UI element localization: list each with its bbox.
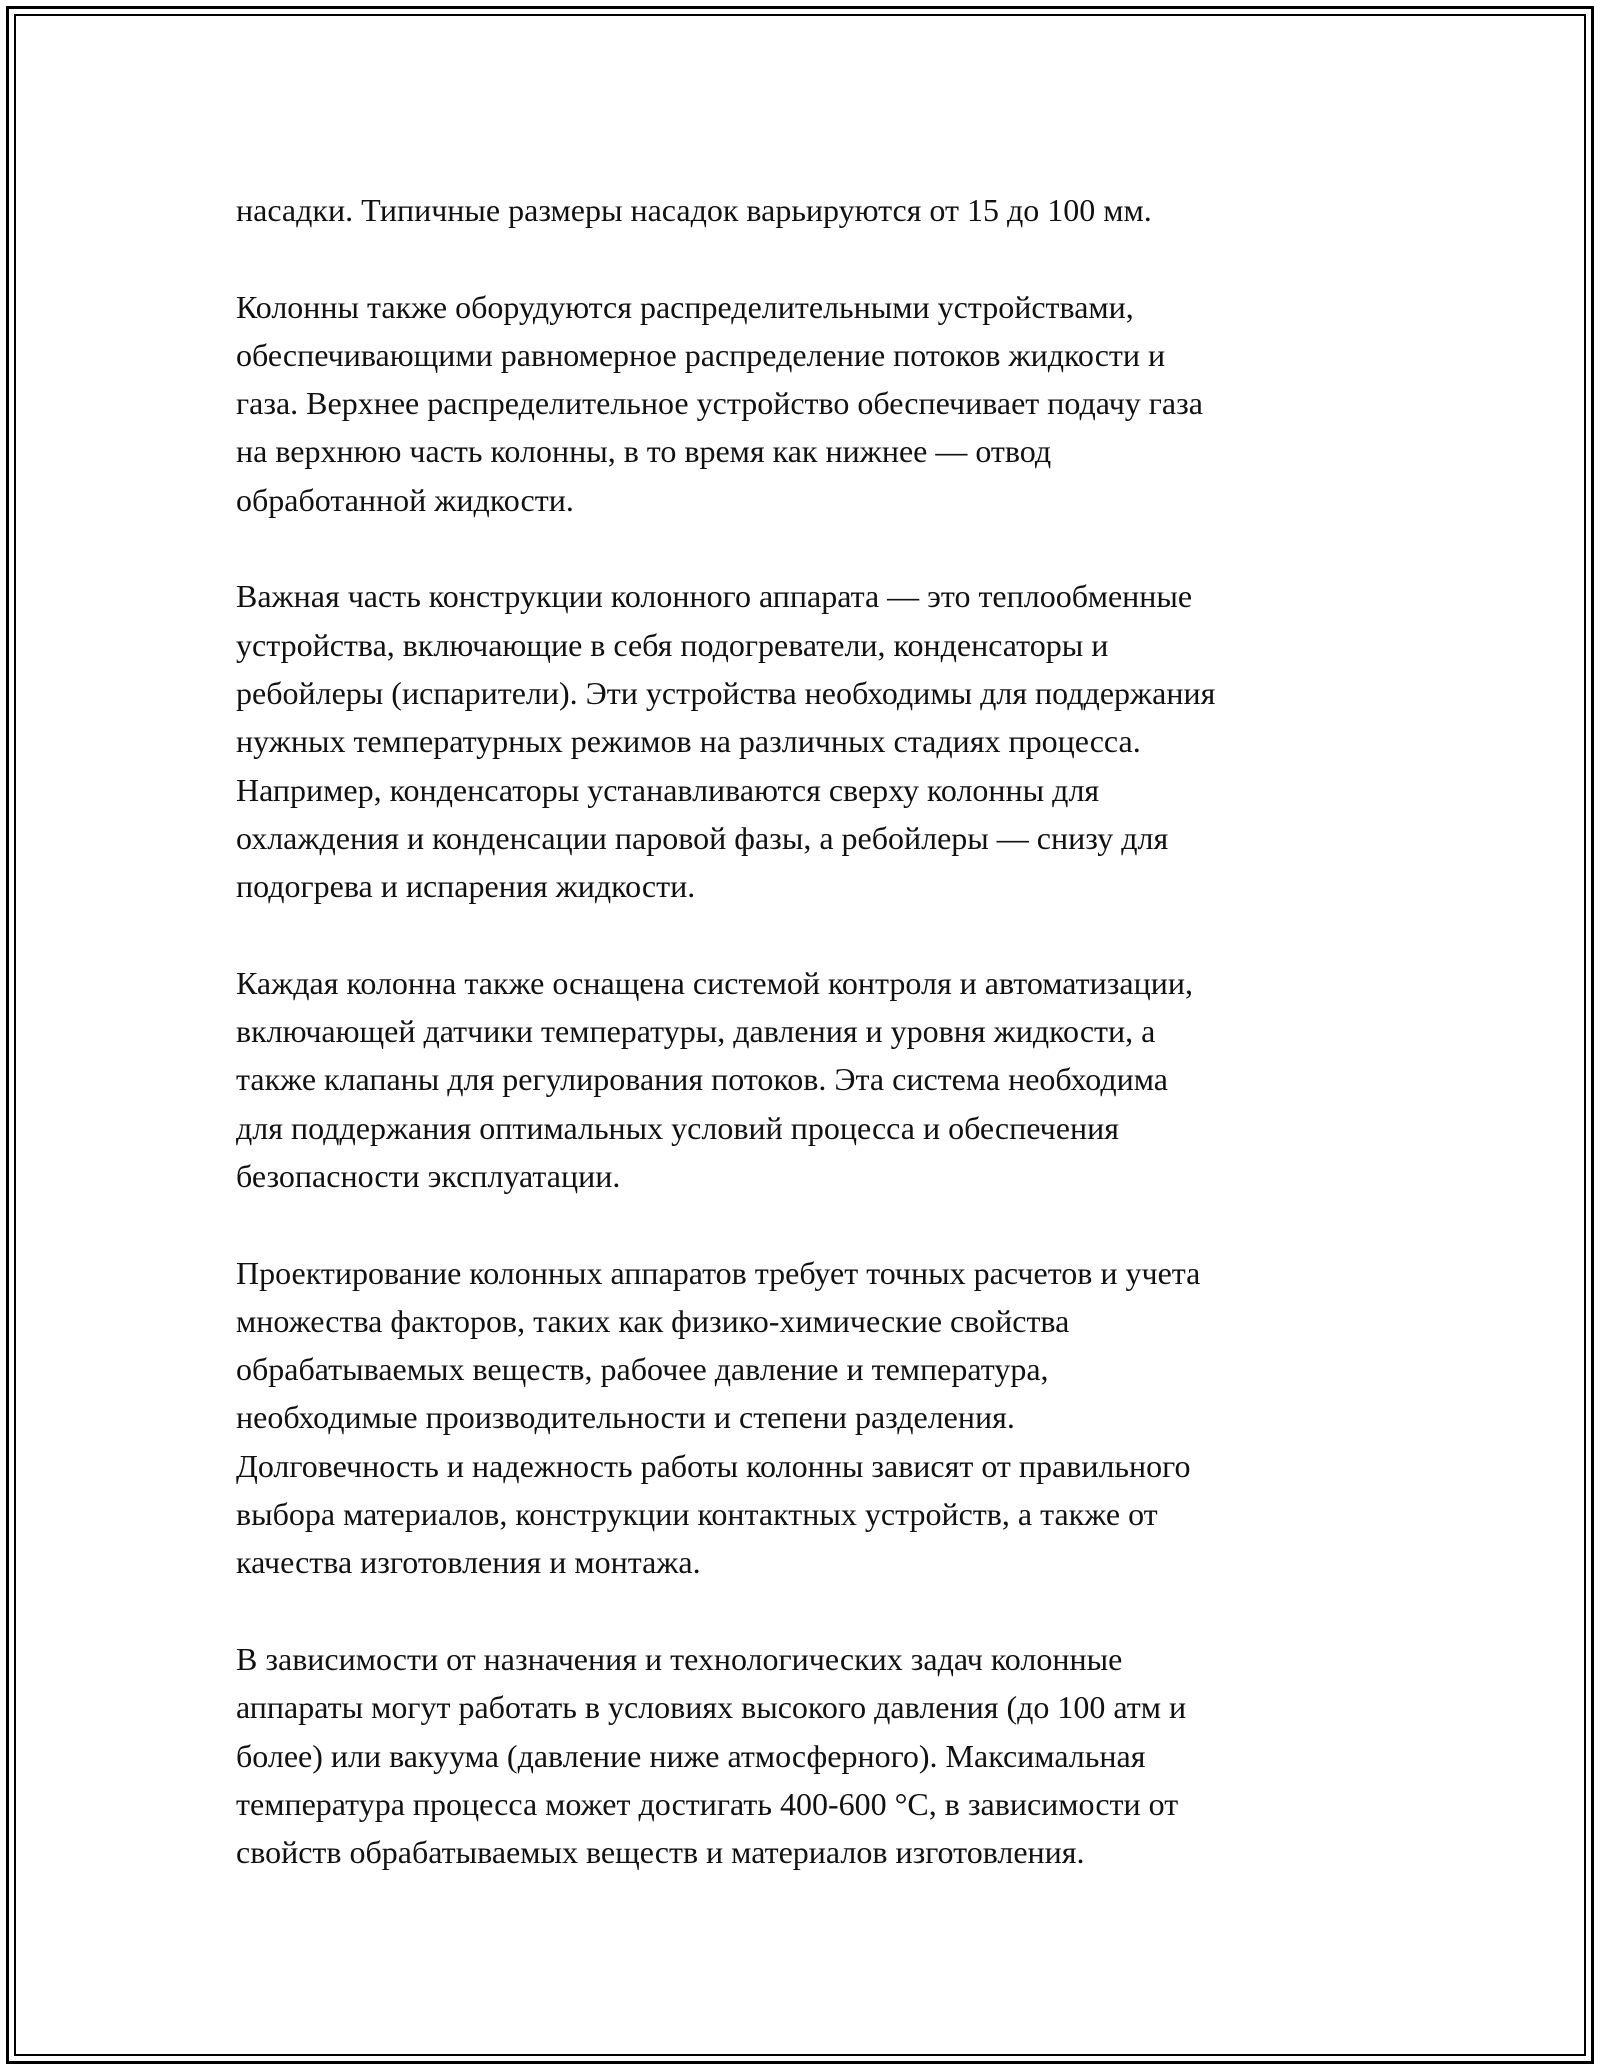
text-line: более) или вакуума (давление ниже атмосферного). Максимальная [236,1737,1146,1774]
text-line: Проектирование колонных аппаратов требует точных расчетов и учета [236,1254,1201,1291]
text-line: включающей датчики температуры, давления и уровня жидкости, а [236,1013,1156,1050]
text-line: Каждая колонна также оснащена системой контроля и автоматизации, [236,964,1193,1001]
text-line: множества факторов, таких как физико-химические свойства [236,1302,1070,1339]
text-line: обработанной жидкости. [236,481,574,518]
text-line: свойств обрабатываемых веществ и материалов изготовления. [236,1834,1085,1871]
text-line: Например, конденсаторы устанавливаются сверху колонны для [236,771,1100,808]
paragraph-2 [236,283,1376,524]
text-line: охлаждения и конденсации паровой фазы, а ребойлеры — снизу для [236,819,1169,856]
paragraph-5 [236,1249,1376,1587]
text-line: нужных температурных режимов на различных стадиях процесса. [236,723,1141,760]
text-line: качества изготовления и монтажа. [236,1544,701,1581]
text-line: Важная часть конструкции колонного аппарата — это теплообменные [236,578,1193,615]
paragraph-6 [236,1635,1376,1876]
text-line: необходимые производительности и степени разделения. [236,1399,1015,1436]
text-line: обрабатываемых веществ, рабочее давление и температура, [236,1351,1049,1388]
text-line: выбора материалов, конструкции контактных устройств, а также от [236,1496,1158,1533]
text-line: температура процесса может достигать 400-600 °C, в зависимости от [236,1785,1179,1822]
paragraph-1 [236,186,1376,234]
text-line: обеспечивающими равномерное распределение потоков жидкости и [236,336,1166,373]
text-line: Колонны также оборудуются распределительными устройствами, [236,288,1134,325]
paragraph-4 [236,959,1376,1200]
text-line: для поддержания оптимальных условий процесса и обеспечения [236,1109,1119,1146]
text-line: безопасности эксплуатации. [236,1157,621,1194]
text-line: ребойлеры (испарители). Эти устройства необходимы для поддержания [236,674,1216,711]
text-line: устройства, включающие в себя подогреватели, конденсаторы и [236,626,1109,663]
text-line: В зависимости от назначения и технологических задач колонные [236,1640,1123,1677]
paragraph-3 [236,572,1376,910]
text-line: также клапаны для регулирования потоков. Эта система необходима [236,1061,1168,1098]
text-line: аппараты могут работать в условиях высокого давления (до 100 атм и [236,1689,1187,1726]
text-line: газа. Верхнее распределительное устройство обеспечивает подачу газа [236,385,1203,422]
text-line: подогрева и испарения жидкости. [236,868,696,905]
text-line: насадки. Типичные размеры насадок варьируются от 15 до 100 мм. [236,192,1152,228]
text-line: на верхнюю часть колонны, в то время как нижнее — отвод [236,433,1052,470]
text-line: Долговечность и надежность работы колонны зависят от правильного [236,1447,1191,1484]
document-body [236,186,1376,1876]
